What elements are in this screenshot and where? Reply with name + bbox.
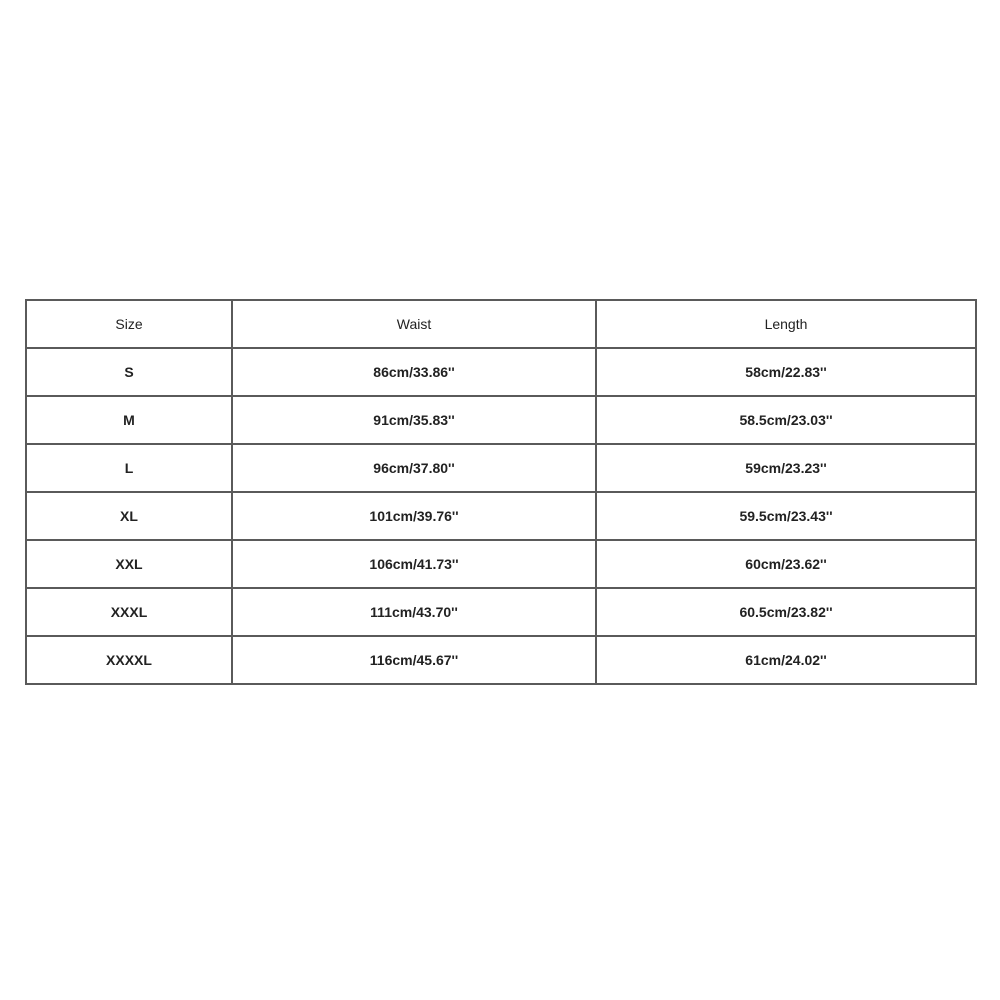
cell-waist: 91cm/35.83'' — [232, 396, 596, 444]
table-row — [26, 492, 976, 540]
header-waist: Waist — [232, 300, 596, 348]
table-header-row — [26, 300, 976, 348]
header-size: Size — [26, 300, 232, 348]
cell-waist: 86cm/33.86'' — [232, 348, 596, 396]
cell-size: L — [26, 444, 232, 492]
cell-size: M — [26, 396, 232, 444]
cell-waist: 106cm/41.73'' — [232, 540, 596, 588]
cell-size: XL — [26, 492, 232, 540]
header-length: Length — [596, 300, 976, 348]
size-chart-table — [25, 299, 977, 685]
cell-waist: 96cm/37.80'' — [232, 444, 596, 492]
cell-size: XXL — [26, 540, 232, 588]
table-row — [26, 396, 976, 444]
cell-size: XXXXL — [26, 636, 232, 684]
cell-size: XXXL — [26, 588, 232, 636]
cell-waist: 111cm/43.70'' — [232, 588, 596, 636]
cell-length: 60cm/23.62'' — [596, 540, 976, 588]
cell-length: 59cm/23.23'' — [596, 444, 976, 492]
cell-length: 59.5cm/23.43'' — [596, 492, 976, 540]
cell-waist: 116cm/45.67'' — [232, 636, 596, 684]
cell-waist: 101cm/39.76'' — [232, 492, 596, 540]
cell-length: 61cm/24.02'' — [596, 636, 976, 684]
cell-length: 60.5cm/23.82'' — [596, 588, 976, 636]
cell-size: S — [26, 348, 232, 396]
table-row — [26, 348, 976, 396]
cell-length: 58.5cm/23.03'' — [596, 396, 976, 444]
table-row — [26, 444, 976, 492]
table-row — [26, 540, 976, 588]
table-row — [26, 636, 976, 684]
table-row — [26, 588, 976, 636]
cell-length: 58cm/22.83'' — [596, 348, 976, 396]
